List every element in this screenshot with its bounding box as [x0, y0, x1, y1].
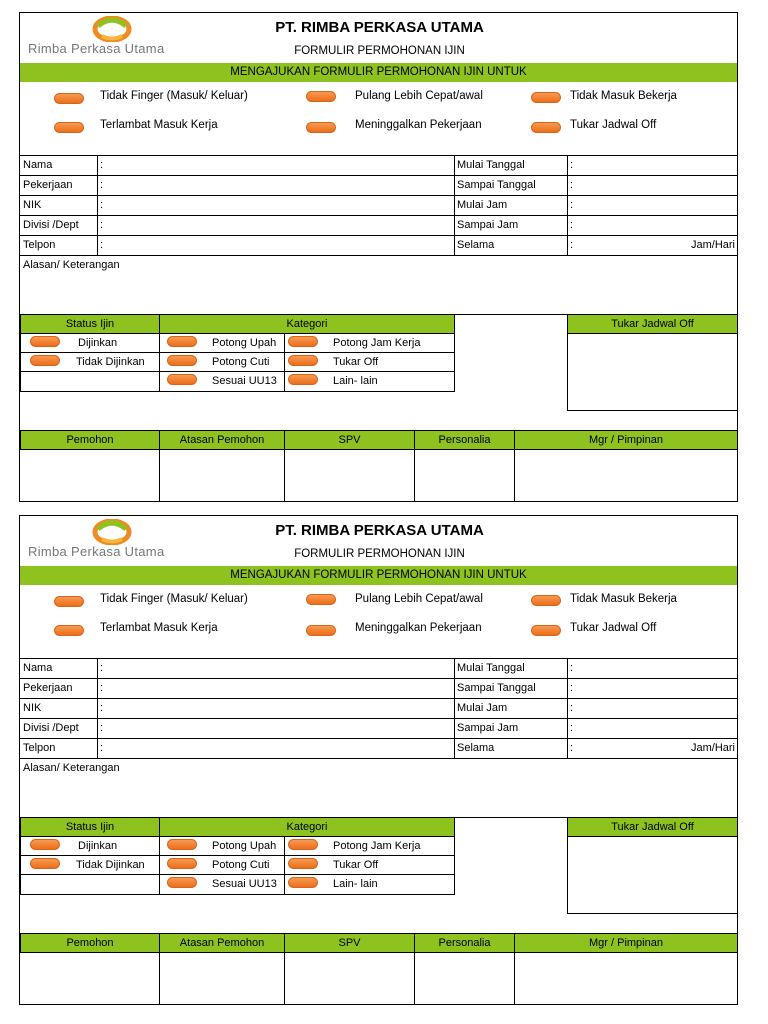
field-colon: : — [100, 682, 104, 694]
field-colon: : — [570, 219, 574, 231]
option-checkbox[interactable] — [531, 595, 561, 606]
field-colon: : — [100, 219, 104, 231]
field-colon: : — [100, 199, 104, 211]
option-label: Tukar Jadwal Off — [570, 119, 657, 131]
signature-header: Atasan Pemohon — [159, 933, 285, 953]
field-colon: : — [100, 722, 104, 734]
status-approved-label: Dijinkan — [78, 840, 118, 852]
option-label: Tukar Jadwal Off — [570, 622, 657, 634]
field-label-pekerjaan: Pekerjaan — [23, 179, 73, 191]
field-label-telpon: Telpon — [23, 742, 56, 754]
category-checkbox[interactable] — [167, 336, 197, 347]
status-header: Status Ijin — [20, 314, 160, 334]
status-rejected-checkbox[interactable] — [30, 355, 60, 366]
field-colon: : — [100, 702, 104, 714]
field-label-selama: Selama — [457, 239, 495, 251]
field-colon: : — [570, 742, 574, 754]
field-colon: : — [570, 722, 574, 734]
signature-header: Pemohon — [20, 933, 160, 953]
category-label: Tukar Off — [333, 356, 379, 368]
permit-form — [19, 12, 738, 502]
option-checkbox[interactable] — [306, 122, 336, 133]
form-title: FORMULIR PERMOHONAN IJIN — [294, 548, 465, 560]
field-label-pekerjaan: Pekerjaan — [23, 682, 73, 694]
option-label: Tidak Masuk Bekerja — [570, 90, 677, 102]
swap-off-header: Tukar Jadwal Off — [567, 314, 738, 334]
category-label: Lain- lain — [333, 375, 378, 387]
field-colon: : — [100, 159, 104, 171]
reason-label: Alasan/ Keterangan — [23, 762, 120, 774]
signature-header: SPV — [284, 933, 415, 953]
category-checkbox[interactable] — [288, 355, 318, 366]
option-label: Meninggalkan Pekerjaan — [355, 119, 482, 131]
field-label-mulai-jam: Mulai Jam — [457, 199, 508, 211]
signature-header: Personalia — [414, 933, 515, 953]
status-approved-checkbox[interactable] — [30, 839, 60, 850]
category-checkbox[interactable] — [167, 374, 197, 385]
status-rejected-label: Tidak Dijinkan — [76, 859, 145, 871]
category-label: Potong Cuti — [212, 356, 270, 368]
field-label-selama: Selama — [457, 742, 495, 754]
field-colon: : — [570, 702, 574, 714]
category-checkbox[interactable] — [288, 336, 318, 347]
category-label: Potong Jam Kerja — [333, 840, 421, 852]
signature-header: Atasan Pemohon — [159, 430, 285, 450]
category-header: Kategori — [159, 314, 455, 334]
option-checkbox[interactable] — [306, 625, 336, 636]
category-label: Sesuai UU13 — [212, 878, 277, 890]
status-header: Status Ijin — [20, 817, 160, 837]
field-label-telpon: Telpon — [23, 239, 56, 251]
logo-text: Rimba Perkasa Utama — [28, 544, 165, 559]
category-checkbox[interactable] — [288, 374, 318, 385]
status-rejected-label: Tidak Dijinkan — [76, 356, 145, 368]
option-checkbox[interactable] — [531, 92, 561, 103]
duration-unit: Jam/Hari — [690, 239, 735, 251]
option-label: Tidak Finger (Masuk/ Keluar) — [100, 90, 248, 102]
category-checkbox[interactable] — [167, 877, 197, 888]
signature-header: Personalia — [414, 430, 515, 450]
option-checkbox[interactable] — [54, 93, 84, 104]
company-name: PT. RIMBA PERKASA UTAMA — [275, 19, 484, 36]
category-checkbox[interactable] — [167, 355, 197, 366]
option-label: Meninggalkan Pekerjaan — [355, 622, 482, 634]
signature-header: Mgr / Pimpinan — [514, 933, 738, 953]
duration-unit: Jam/Hari — [690, 742, 735, 754]
category-label: Potong Upah — [212, 840, 277, 852]
field-label-nama: Nama — [23, 159, 53, 171]
field-label-sampai-tanggal: Sampai Tanggal — [457, 682, 536, 694]
reason-label: Alasan/ Keterangan — [23, 259, 120, 271]
field-label-mulai-tanggal: Mulai Tanggal — [457, 662, 525, 674]
option-label: Terlambat Masuk Kerja — [100, 119, 218, 131]
signature-header: Mgr / Pimpinan — [514, 430, 738, 450]
field-colon: : — [100, 662, 104, 674]
field-label-sampai-tanggal: Sampai Tanggal — [457, 179, 536, 191]
option-label: Pulang Lebih Cepat/awal — [355, 90, 483, 102]
category-label: Potong Cuti — [212, 859, 270, 871]
field-label-sampai-jam: Sampai Jam — [457, 722, 519, 734]
request-banner: MENGAJUKAN FORMULIR PERMOHONAN IJIN UNTUK — [20, 63, 737, 82]
swap-off-header: Tukar Jadwal Off — [567, 817, 738, 837]
field-colon: : — [100, 239, 104, 251]
category-checkbox[interactable] — [167, 839, 197, 850]
permit-form — [19, 515, 738, 1005]
field-label-nik: NIK — [23, 702, 42, 714]
status-rejected-checkbox[interactable] — [30, 858, 60, 869]
category-label: Potong Jam Kerja — [333, 337, 421, 349]
field-label-nama: Nama — [23, 662, 53, 674]
field-colon: : — [570, 179, 574, 191]
category-header: Kategori — [159, 817, 455, 837]
option-checkbox[interactable] — [531, 122, 561, 133]
option-checkbox[interactable] — [531, 625, 561, 636]
option-label: Tidak Masuk Bekerja — [570, 593, 677, 605]
option-checkbox[interactable] — [306, 91, 336, 102]
option-checkbox[interactable] — [306, 594, 336, 605]
field-colon: : — [570, 239, 574, 251]
field-label-sampai-jam: Sampai Jam — [457, 219, 519, 231]
status-approved-checkbox[interactable] — [30, 336, 60, 347]
category-label: Potong Upah — [212, 337, 277, 349]
category-checkbox[interactable] — [288, 877, 318, 888]
request-banner: MENGAJUKAN FORMULIR PERMOHONAN IJIN UNTUK — [20, 566, 737, 585]
field-label-divisi: Divisi /Dept — [23, 722, 79, 734]
option-checkbox[interactable] — [54, 625, 84, 636]
signature-header: SPV — [284, 430, 415, 450]
field-label-nik: NIK — [23, 199, 42, 211]
field-colon: : — [570, 682, 574, 694]
option-checkbox[interactable] — [54, 596, 84, 607]
option-checkbox[interactable] — [54, 122, 84, 133]
category-label: Tukar Off — [333, 859, 379, 871]
field-colon: : — [570, 199, 574, 211]
field-colon: : — [570, 662, 574, 674]
company-name: PT. RIMBA PERKASA UTAMA — [275, 522, 484, 539]
category-checkbox[interactable] — [288, 858, 318, 869]
field-label-divisi: Divisi /Dept — [23, 219, 79, 231]
logo-text: Rimba Perkasa Utama — [28, 41, 165, 56]
option-label: Terlambat Masuk Kerja — [100, 622, 218, 634]
option-label: Tidak Finger (Masuk/ Keluar) — [100, 593, 248, 605]
field-colon: : — [100, 179, 104, 191]
swap-off-box[interactable] — [567, 333, 738, 411]
signature-header: Pemohon — [20, 430, 160, 450]
form-title: FORMULIR PERMOHONAN IJIN — [294, 45, 465, 57]
field-label-mulai-tanggal: Mulai Tanggal — [457, 159, 525, 171]
status-approved-label: Dijinkan — [78, 337, 118, 349]
field-label-mulai-jam: Mulai Jam — [457, 702, 508, 714]
category-label: Sesuai UU13 — [212, 375, 277, 387]
option-label: Pulang Lebih Cepat/awal — [355, 593, 483, 605]
category-checkbox[interactable] — [288, 839, 318, 850]
swap-off-box[interactable] — [567, 836, 738, 914]
category-checkbox[interactable] — [167, 858, 197, 869]
field-colon: : — [570, 159, 574, 171]
category-label: Lain- lain — [333, 878, 378, 890]
field-colon: : — [100, 742, 104, 754]
